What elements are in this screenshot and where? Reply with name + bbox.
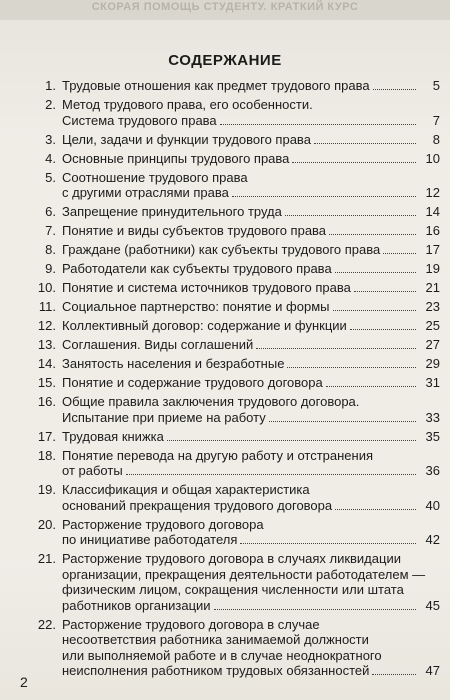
- toc-entry-title-line: физическим лицом, сокращения численности или штата: [62, 582, 404, 597]
- toc-entry-number: 3.: [45, 131, 56, 147]
- toc-entry-number: 19.: [37, 482, 56, 497]
- page-title: СОДЕРЖАНИЕ: [168, 52, 282, 69]
- toc-entry-title-line: работников организации: [62, 597, 211, 613]
- toc-entry-title-line: Понятие и виды субъектов трудового права: [62, 223, 327, 238]
- dot-leader: [333, 310, 417, 311]
- toc-entry-page: 29: [425, 356, 440, 371]
- toc-entry-title-line: Соглашения. Виды соглашений: [62, 337, 254, 352]
- toc-entry-title-line: Трудовые отношения как предмет трудового права: [62, 78, 370, 93]
- toc-entry-title-line: Расторжение трудового договора: [62, 516, 264, 532]
- toc-entry-title-line: Понятие перевода на другую работу и отстранения: [62, 447, 373, 463]
- toc-entry-title-line: Трудовая книжка: [62, 428, 164, 444]
- dot-leader: [240, 543, 416, 544]
- dot-leader: [256, 348, 416, 349]
- toc-entry: [20, 204, 440, 220]
- page-number: 2: [20, 674, 28, 690]
- toc-entry-number: 21.: [37, 551, 56, 566]
- dot-leader: [326, 386, 416, 387]
- toc-entry-title-line: Система трудового права: [62, 112, 217, 128]
- toc-entry-number: 4.: [45, 150, 56, 166]
- toc-entry-title-line: с другими отраслями права: [62, 185, 229, 200]
- toc-entry-title-line: Коллективный договор: содержание и функции: [62, 318, 347, 333]
- toc-entry: [20, 170, 440, 201]
- toc-entry-page: 31: [425, 375, 440, 390]
- toc-entry-number: 7.: [45, 223, 56, 238]
- toc-entry: [20, 356, 440, 372]
- toc-entry: [20, 551, 440, 613]
- toc-entry-title-line: Цели, задачи и функции трудового права: [62, 131, 311, 147]
- toc-entry-title-line: по инициативе работодателя: [62, 532, 238, 547]
- toc-entry-title-line: Основные принципы трудового права: [62, 150, 290, 166]
- toc-entry: [20, 97, 440, 128]
- toc-entry: [20, 242, 440, 258]
- toc-entry: [20, 394, 440, 425]
- dot-leader: [232, 196, 416, 197]
- dot-leader: [220, 124, 416, 125]
- toc-entry: [20, 375, 440, 391]
- toc-entry-page: 5: [432, 78, 440, 93]
- toc-entry-title-line: Понятие и содержание трудового договора: [62, 375, 323, 390]
- dot-leader: [372, 674, 416, 675]
- toc-entry-page: 27: [425, 337, 440, 352]
- toc-entry-title-line: Запрещение принудительного труда: [62, 204, 282, 219]
- toc-entry-number: 15.: [37, 375, 56, 390]
- toc-entry-title-line: от работы: [62, 463, 123, 478]
- toc-entry-number: 14.: [37, 356, 56, 371]
- toc-entry-title-line: Расторжение трудового договора в случае: [62, 616, 320, 632]
- toc-entry-title-line: неисполнения работником трудовых обязанностей: [62, 663, 370, 678]
- toc-entry-title-line: Расторжение трудового договора в случаях ликвидации: [62, 551, 401, 566]
- dot-leader: [285, 215, 416, 216]
- toc-entry: [20, 337, 440, 353]
- toc-entry-number: 20.: [37, 516, 56, 532]
- toc-entry-title-line: Соотношение трудового права: [62, 169, 248, 185]
- toc-entry-number: 9.: [45, 261, 56, 276]
- toc-entry-title-line: Общие правила заключения трудового договора.: [62, 394, 360, 409]
- toc-entry-page: 21: [425, 280, 440, 295]
- toc-entry-number: 22.: [37, 616, 56, 632]
- running-head: СКОРАЯ ПОМОЩЬ СТУДЕНТУ. КРАТКИЙ КУРС: [0, 0, 450, 20]
- toc-entry-page: 25: [425, 318, 440, 333]
- toc-entry-title-line: Социальное партнерство: понятие и формы: [62, 299, 330, 314]
- toc-entry: [20, 617, 440, 679]
- toc-entry-number: 18.: [37, 447, 56, 463]
- dot-leader: [269, 421, 416, 422]
- toc-entry-page: 10: [425, 150, 440, 166]
- toc-entry-page: 19: [425, 261, 440, 276]
- toc-entry-number: 16.: [37, 394, 56, 409]
- table-of-contents: [20, 78, 440, 682]
- toc-entry-number: 12.: [37, 318, 56, 333]
- toc-entry-title-line: Работодатели как субъекты трудового права: [62, 261, 332, 276]
- toc-entry-page: 36: [425, 463, 440, 478]
- dot-leader: [329, 234, 416, 235]
- dot-leader: [335, 509, 416, 510]
- toc-entry: [20, 280, 440, 296]
- dot-leader: [335, 272, 416, 273]
- toc-entry: [20, 151, 440, 167]
- toc-entry: [20, 517, 440, 548]
- toc-entry: [20, 132, 440, 148]
- toc-entry-page: 45: [425, 597, 440, 613]
- toc-entry-title-line: Граждане (работники) как субъекты трудового права: [62, 242, 381, 257]
- toc-entry-page: 16: [425, 223, 440, 238]
- toc-entry-page: 42: [425, 532, 440, 547]
- dot-leader: [373, 89, 416, 90]
- dot-leader: [354, 291, 416, 292]
- toc-entry: [20, 318, 440, 334]
- dot-leader: [214, 609, 416, 610]
- toc-entry: [20, 78, 440, 94]
- toc-entry: [20, 448, 440, 479]
- toc-entry-number: 10.: [37, 280, 56, 295]
- toc-entry-title-line: Испытание при приеме на работу: [62, 409, 266, 425]
- toc-entry-number: 8.: [45, 242, 56, 257]
- toc-entry-title-line: Понятие и система источников трудового права: [62, 280, 351, 295]
- toc-entry: [20, 223, 440, 239]
- toc-entry-number: 13.: [37, 337, 56, 352]
- toc-entry: [20, 299, 440, 315]
- dot-leader: [126, 474, 416, 475]
- toc-entry-page: 23: [425, 299, 440, 314]
- toc-entry: [20, 261, 440, 277]
- toc-entry-page: 40: [425, 497, 440, 513]
- toc-entry-page: 8: [432, 131, 440, 147]
- toc-entry-title-line: Метод трудового права, его особенности.: [62, 97, 313, 112]
- toc-entry-page: 12: [425, 185, 440, 200]
- toc-entry-number: 17.: [37, 428, 56, 444]
- toc-entry-title-line: организации, прекращения деятельности работодателем —: [62, 566, 426, 582]
- toc-entry: [20, 482, 440, 513]
- toc-entry: [20, 429, 440, 445]
- toc-entry-page: 7: [432, 112, 440, 128]
- toc-entry-number: 2.: [45, 97, 56, 112]
- toc-entry-title-line: Занятость населения и безработные: [62, 356, 285, 371]
- dot-leader: [383, 253, 416, 254]
- dot-leader: [287, 367, 416, 368]
- dot-leader: [350, 329, 416, 330]
- toc-entry-title-line: Классификация и общая характеристика: [62, 482, 310, 497]
- toc-entry-page: 35: [425, 428, 440, 444]
- toc-entry-number: 5.: [45, 169, 56, 185]
- dot-leader: [314, 143, 416, 144]
- toc-entry-number: 11.: [38, 299, 56, 314]
- toc-entry-title-line: или выполняемой работе и в случае неоднократного: [62, 647, 382, 663]
- toc-entry-page: 47: [425, 663, 440, 678]
- toc-entry-page: 14: [425, 204, 440, 219]
- toc-entry-page: 33: [425, 409, 440, 425]
- toc-entry-number: 1.: [45, 78, 56, 93]
- toc-entry-page: 17: [425, 242, 440, 257]
- toc-entry-title-line: несоответствия работника занимаемой должности: [62, 632, 369, 647]
- toc-entry-title-line: оснований прекращения трудового договора: [62, 497, 333, 513]
- dot-leader: [167, 440, 416, 441]
- toc-entry-number: 6.: [45, 204, 56, 219]
- dot-leader: [292, 162, 416, 163]
